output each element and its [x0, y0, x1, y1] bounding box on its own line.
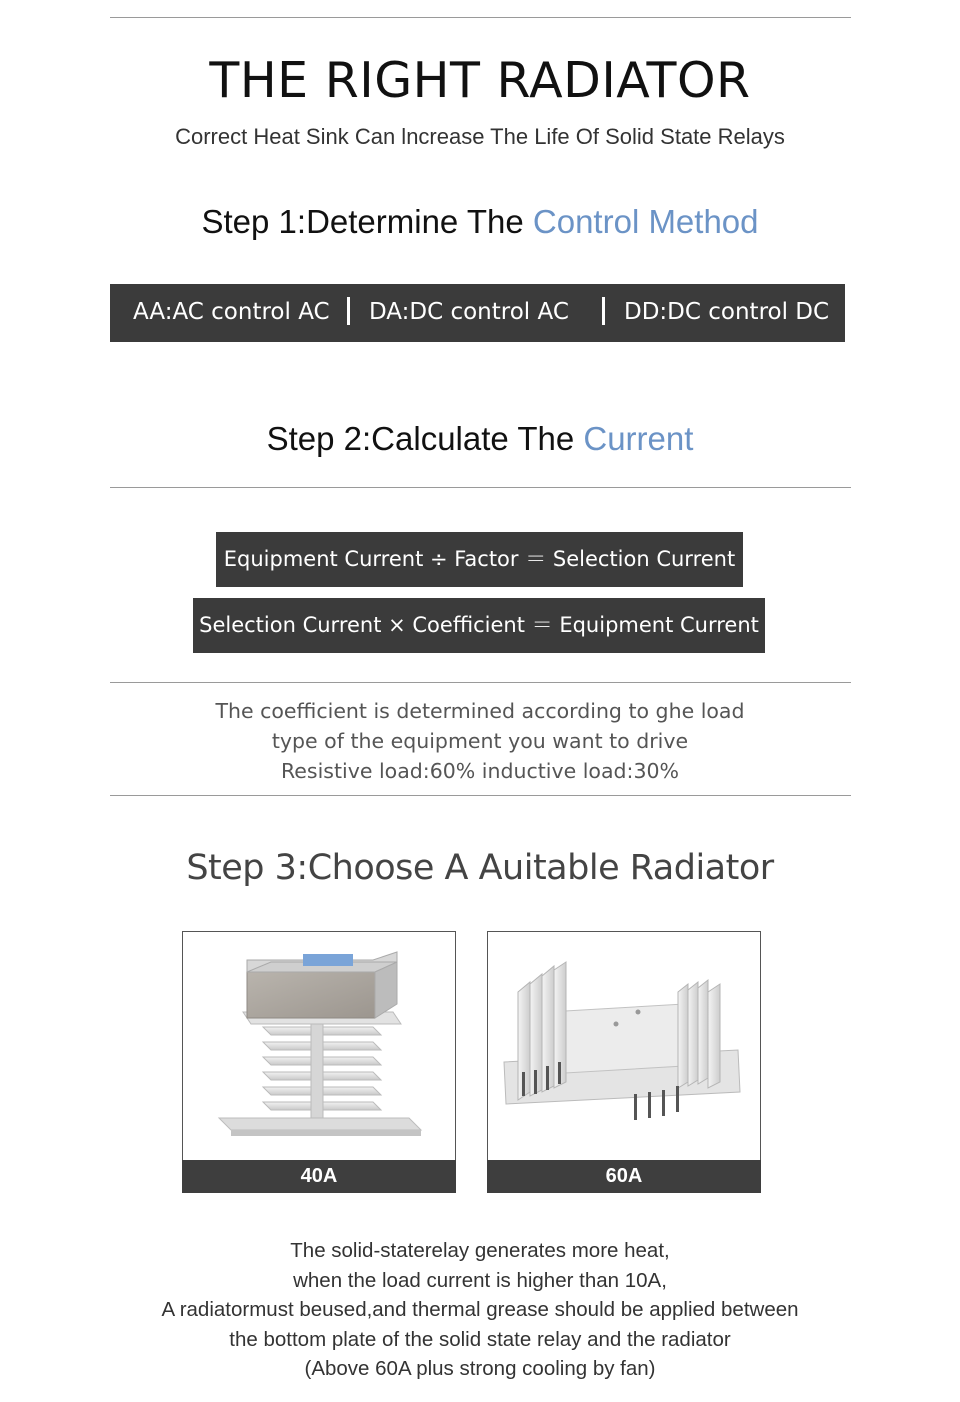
- control-option-da: DA:DC control AC: [369, 299, 569, 325]
- step1-heading-text: Determine The: [306, 203, 533, 240]
- step2-heading: [0, 420, 960, 458]
- control-option-aa: AA:AC control AC: [133, 299, 330, 325]
- control-separator: [347, 297, 350, 325]
- radiator-40a-image: [183, 932, 455, 1161]
- divider: [110, 682, 851, 683]
- control-method-bar: [110, 284, 845, 342]
- radiator-label-60a: 60A: [487, 1160, 761, 1193]
- radiator-card-40a: [182, 931, 456, 1193]
- heat-warning-note: [0, 1236, 960, 1384]
- control-separator: [602, 297, 605, 325]
- step2-prefix: Step 2: [266, 420, 362, 457]
- radiator-label-40a: 40A: [182, 1160, 456, 1193]
- control-option-dd: DD:DC control DC: [624, 299, 830, 325]
- divider: [110, 795, 851, 796]
- heat-note-line: when the load current is higher than 10A,: [293, 1268, 667, 1292]
- page-subtitle: Correct Heat Sink Can lncrease The Life Of Solid State Relays: [175, 124, 785, 149]
- step1-prefix: Step 1: [201, 203, 297, 240]
- top-divider: [110, 17, 851, 18]
- step1-colon: :: [296, 203, 307, 240]
- coefficient-note-line: The coefficient is determined according to ghe load: [215, 699, 745, 723]
- step2-colon: :: [362, 420, 372, 457]
- step2-heading-text: Calculate The: [371, 420, 584, 457]
- heat-note-line: The solid-staterelay generates more heat,: [290, 1239, 670, 1262]
- coefficient-note-line: Resistive load:60% inductive load:30%: [280, 759, 680, 783]
- heat-note-line: (Above 60A plus strong cooling by fan): [304, 1357, 656, 1380]
- page-title: THE RIGHT RADIATOR: [209, 52, 751, 109]
- formula-equipment-current: Selection Current × Coefficient ＝ Equipment Current: [193, 598, 765, 653]
- heat-note-line: A radiatormust beused,and thermal grease should be applied between: [161, 1298, 799, 1321]
- step1-accent: Control Method: [532, 203, 759, 240]
- heat-note-line: the bottom plate of the solid state relay and the radiator: [229, 1327, 731, 1351]
- step3-heading: Step 3:Choose A Auitable Radiator: [186, 848, 774, 888]
- step2-accent: Current: [583, 420, 694, 457]
- radiator-60a-image: [488, 932, 760, 1161]
- coefficient-note-line: type of the equipment you want to drive: [271, 729, 689, 753]
- divider: [110, 487, 851, 488]
- coefficient-note: [0, 696, 960, 786]
- radiator-card-60a: [487, 931, 761, 1193]
- step1-heading: [0, 203, 960, 241]
- formula-selection-current: Equipment Current ÷ Factor ＝ Selection Current: [216, 532, 743, 587]
